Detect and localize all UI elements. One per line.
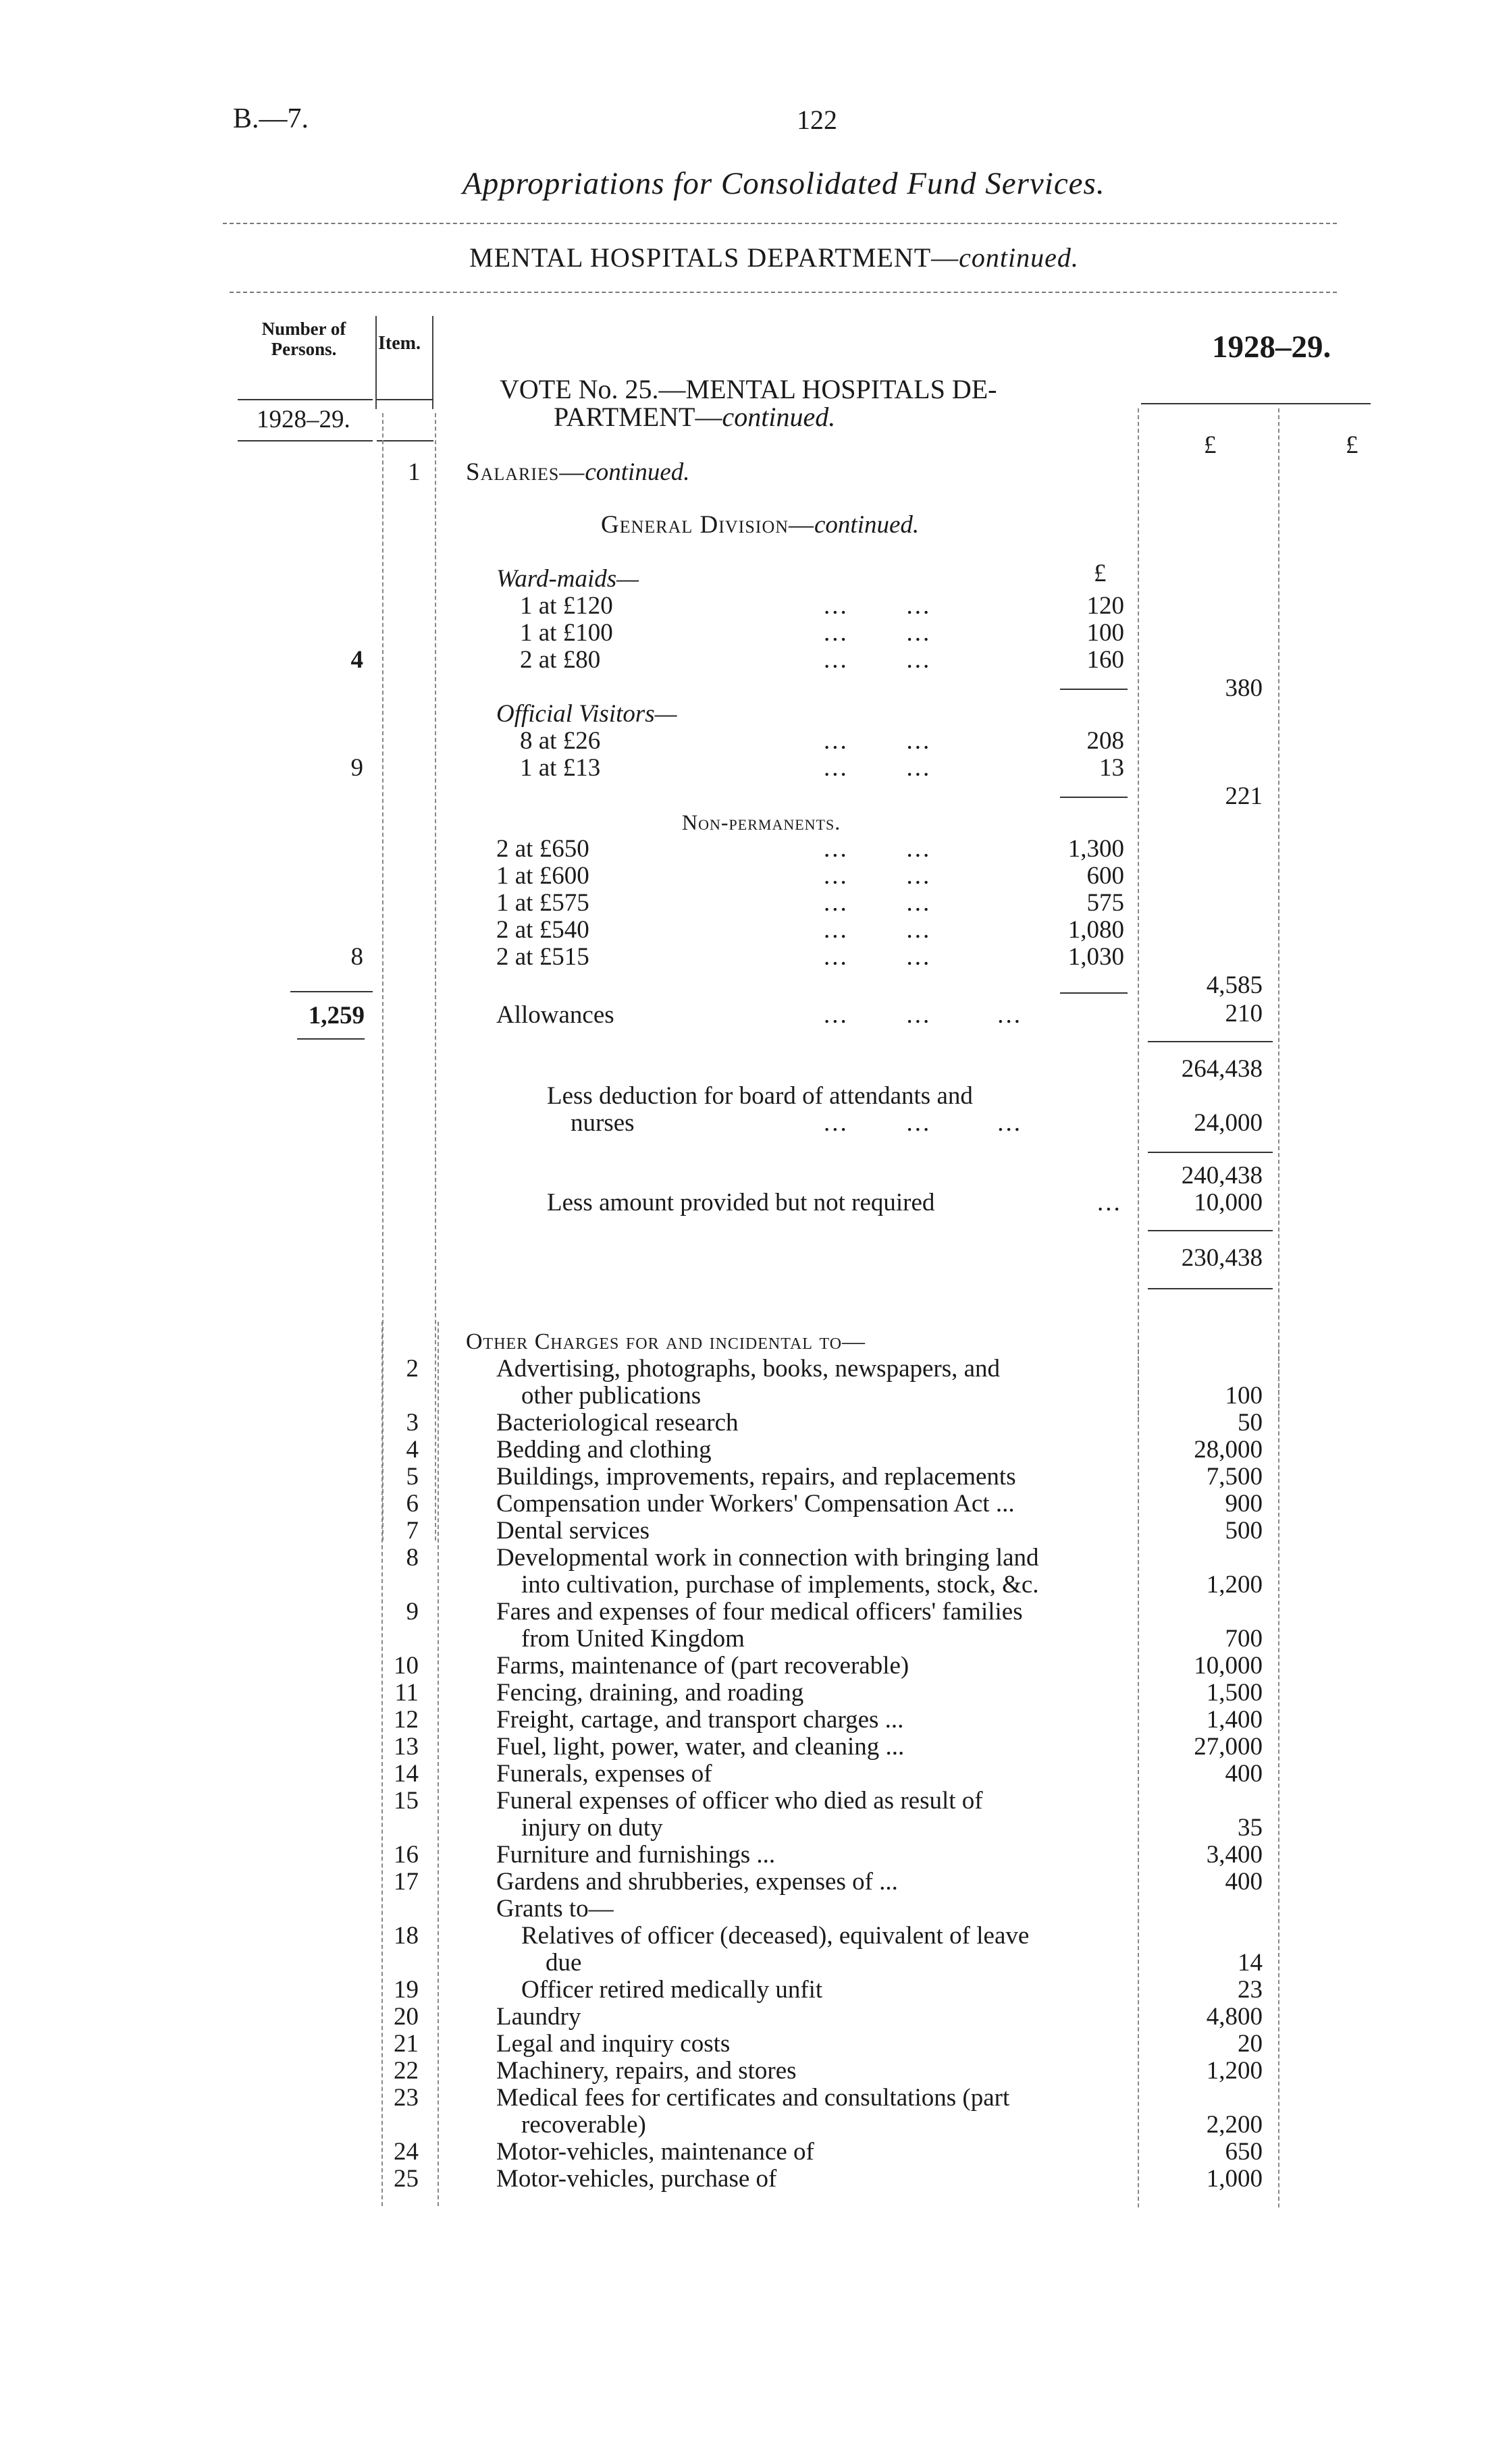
salary-row-label: 1 at £600 [496, 862, 589, 890]
charge-item-value: 4,800 [1206, 2003, 1263, 2031]
leader-dots: ... ... [824, 646, 932, 674]
salary-row-label: 2 at £515 [496, 943, 589, 971]
vote-heading-text: PARTMENT— [554, 402, 722, 432]
salaries-heading-continued: continued. [585, 458, 690, 486]
charge-item-value: 50 [1238, 1409, 1263, 1437]
less-not-required-value: 10,000 [1194, 1189, 1263, 1216]
non-permanents-heading: Non-permanents. [682, 810, 841, 834]
leader-dots: ... [1097, 1189, 1122, 1216]
item-column-rule-left [375, 316, 377, 409]
charge-item-value: 23 [1238, 1976, 1263, 2004]
pound-sign: £ [1094, 560, 1107, 587]
charge-item-value: 7,500 [1206, 1463, 1263, 1491]
charge-item-value: 20 [1238, 2030, 1263, 2058]
charge-item-text: Gardens and shrubberies, expenses of ... [496, 1868, 898, 1896]
salaries-heading-text: Salaries— [466, 458, 585, 486]
department-continued: continued. [959, 242, 1079, 273]
persons-year-underline [238, 440, 373, 441]
charge-item-text: Funeral expenses of officer who died as result of [496, 1787, 983, 1815]
group-total: 221 [1225, 782, 1263, 810]
net-total-rule [1148, 1288, 1273, 1289]
salary-row-value: 600 [1086, 862, 1124, 890]
salaries-item-number: 1 [408, 458, 421, 486]
charge-item-text: Funerals, expenses of [496, 1760, 712, 1788]
subtotal-after-deduction: 240,438 [1181, 1162, 1263, 1189]
charge-item-number: 15 [394, 1787, 419, 1815]
salary-row-label: 1 at £100 [520, 619, 613, 647]
persons-count: 8 [350, 943, 363, 971]
charge-item-number: 6 [406, 1490, 419, 1518]
leader-dots: ... ... [824, 835, 932, 863]
official-visitors-heading: Official Visitors— [496, 700, 677, 728]
charge-item-text: Machinery, repairs, and stores [496, 2057, 797, 2085]
charge-item-number: 12 [394, 1706, 419, 1734]
item-column-rule [435, 413, 436, 1541]
salaries-heading [466, 459, 690, 486]
allowances-label: Allowances [496, 1001, 614, 1029]
charge-item-value: 1,200 [1206, 2057, 1263, 2085]
salary-row-value: 120 [1086, 592, 1124, 620]
leader-dots: ... ... [824, 727, 932, 755]
salary-row-value: 1,080 [1067, 916, 1124, 944]
department-name: MENTAL HOSPITALS DEPARTMENT— [469, 242, 959, 273]
charge-item-number: 20 [394, 2003, 419, 2031]
salary-row-label: 2 at £540 [496, 916, 589, 944]
leader-dots: ... ... [824, 889, 932, 917]
title-rule [223, 223, 1337, 224]
item-column-rule-right [432, 316, 433, 409]
pound-header-b: £ [1346, 431, 1358, 459]
charge-item-number: 2 [406, 1355, 419, 1383]
charge-item-text: Advertising, photographs, books, newspapers, and [496, 1355, 1001, 1383]
charge-item-number: 13 [394, 1733, 419, 1761]
item-header-underline [377, 399, 433, 400]
leader-dots: ... ... [824, 592, 932, 620]
year-header-right: 1928–29. [1212, 329, 1331, 365]
charge-item-text: Bacteriological research [496, 1409, 739, 1437]
charge-item-number: 5 [406, 1463, 419, 1491]
charge-item-value: 400 [1225, 1868, 1263, 1896]
charge-item-value: 28,000 [1194, 1436, 1263, 1464]
leader-dots: ... ... [824, 619, 932, 647]
subtotal-rule [1060, 992, 1128, 994]
charge-item-text: Laundry [496, 2003, 581, 2031]
charge-item-text: Furniture and furnishings ... [496, 1841, 776, 1869]
persons-count: 9 [350, 754, 363, 782]
charge-item-text: Compensation under Workers' Compensation Act ... [496, 1490, 1015, 1518]
group-total: 380 [1225, 674, 1263, 702]
charge-item-number: 14 [394, 1760, 419, 1788]
charge-item-text: Motor-vehicles, purchase of [496, 2165, 777, 2193]
item-header: Item. [378, 333, 421, 354]
vote-heading-continued: continued. [722, 402, 836, 432]
charge-item-value: 3,400 [1206, 1841, 1263, 1869]
charge-item-text: Fencing, draining, and roading [496, 1679, 804, 1707]
leader-dots: ... ... [824, 943, 932, 971]
charge-item-text: due [546, 1949, 582, 1977]
charge-item-number: 3 [406, 1409, 419, 1437]
value-right-rule-lower [1278, 1343, 1279, 2207]
salary-row-label: 1 at £13 [520, 754, 601, 782]
year-header-left: 1928–29. [257, 406, 350, 433]
charge-item-text: Developmental work in connection with bringing land [496, 1544, 1039, 1572]
charge-item-text: from United Kingdom [521, 1625, 745, 1653]
value-column-rule-lower [1138, 1343, 1139, 2207]
page-title: Appropriations for Consolidated Fund Services. [462, 166, 1105, 201]
charge-item-text: Fares and expenses of four medical officers' families [496, 1598, 1023, 1626]
salary-row-label: 2 at £650 [496, 835, 589, 863]
charge-item-value: 27,000 [1194, 1733, 1263, 1761]
amount-column-rule [1138, 408, 1139, 1421]
charge-item-value: 650 [1225, 2138, 1263, 2166]
leader-dots: ... ... ... [824, 1109, 1022, 1137]
charge-item-text: Buildings, improvements, repairs, and replacements [496, 1463, 1016, 1491]
charge-item-number: 11 [394, 1679, 419, 1707]
charge-item-number: 19 [394, 1976, 419, 2004]
salary-row-value: 100 [1086, 619, 1124, 647]
charge-item-value: 35 [1238, 1814, 1263, 1842]
charge-item-text: other publications [521, 1382, 702, 1410]
charge-item-text: Officer retired medically unfit [521, 1976, 823, 2004]
number-of-persons-header: Number of Persons. [261, 319, 346, 359]
page-number: 122 [797, 105, 837, 135]
charge-item-number: 22 [394, 2057, 419, 2085]
vote-heading-line1: VOTE No. 25.—MENTAL HOSPITALS DE- [500, 374, 997, 404]
charge-item-value: 1,400 [1206, 1706, 1263, 1734]
charge-item-number: 10 [394, 1652, 419, 1680]
charge-item-text: Relatives of officer (deceased), equivalent of leave [521, 1922, 1030, 1950]
charge-item-number: 8 [406, 1544, 419, 1572]
charge-item-number: 17 [394, 1868, 419, 1896]
leader-dots: ... ... [824, 862, 932, 890]
charge-item-text: Bedding and clothing [496, 1436, 712, 1464]
total-rule [1148, 1041, 1273, 1042]
charge-item-text: Freight, cartage, and transport charges ... [496, 1706, 904, 1734]
charge-item-number: 9 [406, 1598, 419, 1626]
less-board-line2: nurses [571, 1109, 635, 1137]
leader-dots: ... ... ... [824, 1001, 1022, 1029]
charge-item-value: 1,500 [1206, 1679, 1263, 1707]
salary-row-label: 2 at £80 [520, 646, 601, 674]
salary-row-value: 160 [1086, 646, 1124, 674]
charge-item-value: 10,000 [1194, 1652, 1263, 1680]
charge-item-value: 400 [1225, 1760, 1263, 1788]
charge-item-value: 1,200 [1206, 1571, 1263, 1599]
charge-item-value: 700 [1225, 1625, 1263, 1653]
charge-item-number: 16 [394, 1841, 419, 1869]
salary-row-value: 1,030 [1067, 943, 1124, 971]
charge-item-text: into cultivation, purchase of implements, stock, &c. [521, 1571, 1039, 1599]
department-heading [469, 242, 1079, 273]
charge-item-value: 900 [1225, 1490, 1263, 1518]
salary-row-value: 575 [1086, 889, 1124, 917]
charge-item-value: 2,200 [1206, 2111, 1263, 2139]
charge-item-text: recoverable) [521, 2111, 646, 2139]
salary-row-value: 208 [1086, 727, 1124, 755]
charge-item-text: Grants to— [496, 1895, 614, 1923]
charge-item-value: 1,000 [1206, 2165, 1263, 2193]
charge-item-text: injury on duty [521, 1814, 663, 1842]
subtotal-rule [1060, 689, 1128, 690]
charge-item-text: Dental services [496, 1517, 650, 1545]
charge-item-number: 23 [394, 2084, 419, 2112]
allowances-value: 210 [1225, 1000, 1263, 1027]
less-not-required-label: Less amount provided but not required [547, 1189, 935, 1216]
item-year-underline [377, 440, 433, 441]
charge-item-number: 7 [406, 1517, 419, 1545]
vote-heading-line2 [554, 404, 835, 431]
leader-dots: ... ... [824, 754, 932, 782]
ward-maids-heading: Ward-maids— [496, 565, 639, 593]
charge-item-text: Motor-vehicles, maintenance of [496, 2138, 814, 2166]
persons-total-underline [297, 1038, 365, 1040]
text-column-rule-lower [438, 1322, 439, 2206]
persons-total-rule [290, 991, 373, 992]
amount-header-underline [1141, 403, 1371, 404]
charge-item-value: 500 [1225, 1517, 1263, 1545]
charge-item-number: 18 [394, 1922, 419, 1950]
salary-row-value: 1,300 [1067, 835, 1124, 863]
header-rule [230, 292, 1337, 293]
amount-subcolumn-rule [1278, 408, 1279, 1421]
charge-item-text: Farms, maintenance of (part recoverable) [496, 1652, 909, 1680]
other-charges-heading: Other Charges for and incidental to— [466, 1329, 866, 1354]
pound-header-a: £ [1204, 431, 1217, 459]
salaries-net-total: 230,438 [1181, 1244, 1263, 1272]
charge-item-number: 4 [406, 1436, 419, 1464]
charge-item-number: 25 [394, 2165, 419, 2193]
persons-header-underline [238, 399, 373, 400]
less-board-value: 24,000 [1194, 1109, 1263, 1137]
leader-dots: ... ... [824, 916, 932, 944]
charge-item-value: 100 [1225, 1382, 1263, 1410]
total-rule [1148, 1152, 1273, 1153]
charge-item-number: 21 [394, 2030, 419, 2058]
salary-row-label: 1 at £120 [520, 592, 613, 620]
charge-item-value: 14 [1238, 1949, 1263, 1977]
general-division-continued: continued. [814, 511, 920, 539]
total-persons: 1,259 [308, 1002, 365, 1029]
salary-row-label: 1 at £575 [496, 889, 589, 917]
subtotal-before-deduction: 264,438 [1181, 1055, 1263, 1083]
charge-item-text: Fuel, light, power, water, and cleaning ... [496, 1733, 905, 1761]
persons-count: 4 [350, 646, 363, 674]
charge-item-number: 24 [394, 2138, 419, 2166]
total-rule [1148, 1230, 1273, 1231]
charge-item-text: Legal and inquiry costs [496, 2030, 731, 2058]
salary-row-value: 13 [1099, 754, 1124, 782]
salary-row-label: 8 at £26 [520, 727, 601, 755]
charge-item-text: Medical fees for certificates and consultations (part [496, 2084, 1010, 2112]
general-division-text: General Division— [601, 511, 814, 539]
less-board-line1: Less deduction for board of attendants and [547, 1082, 973, 1110]
document-reference: B.—7. [233, 103, 309, 134]
subtotal-rule [1060, 797, 1128, 798]
general-division-heading [601, 512, 919, 539]
group-total: 4,585 [1206, 971, 1263, 999]
